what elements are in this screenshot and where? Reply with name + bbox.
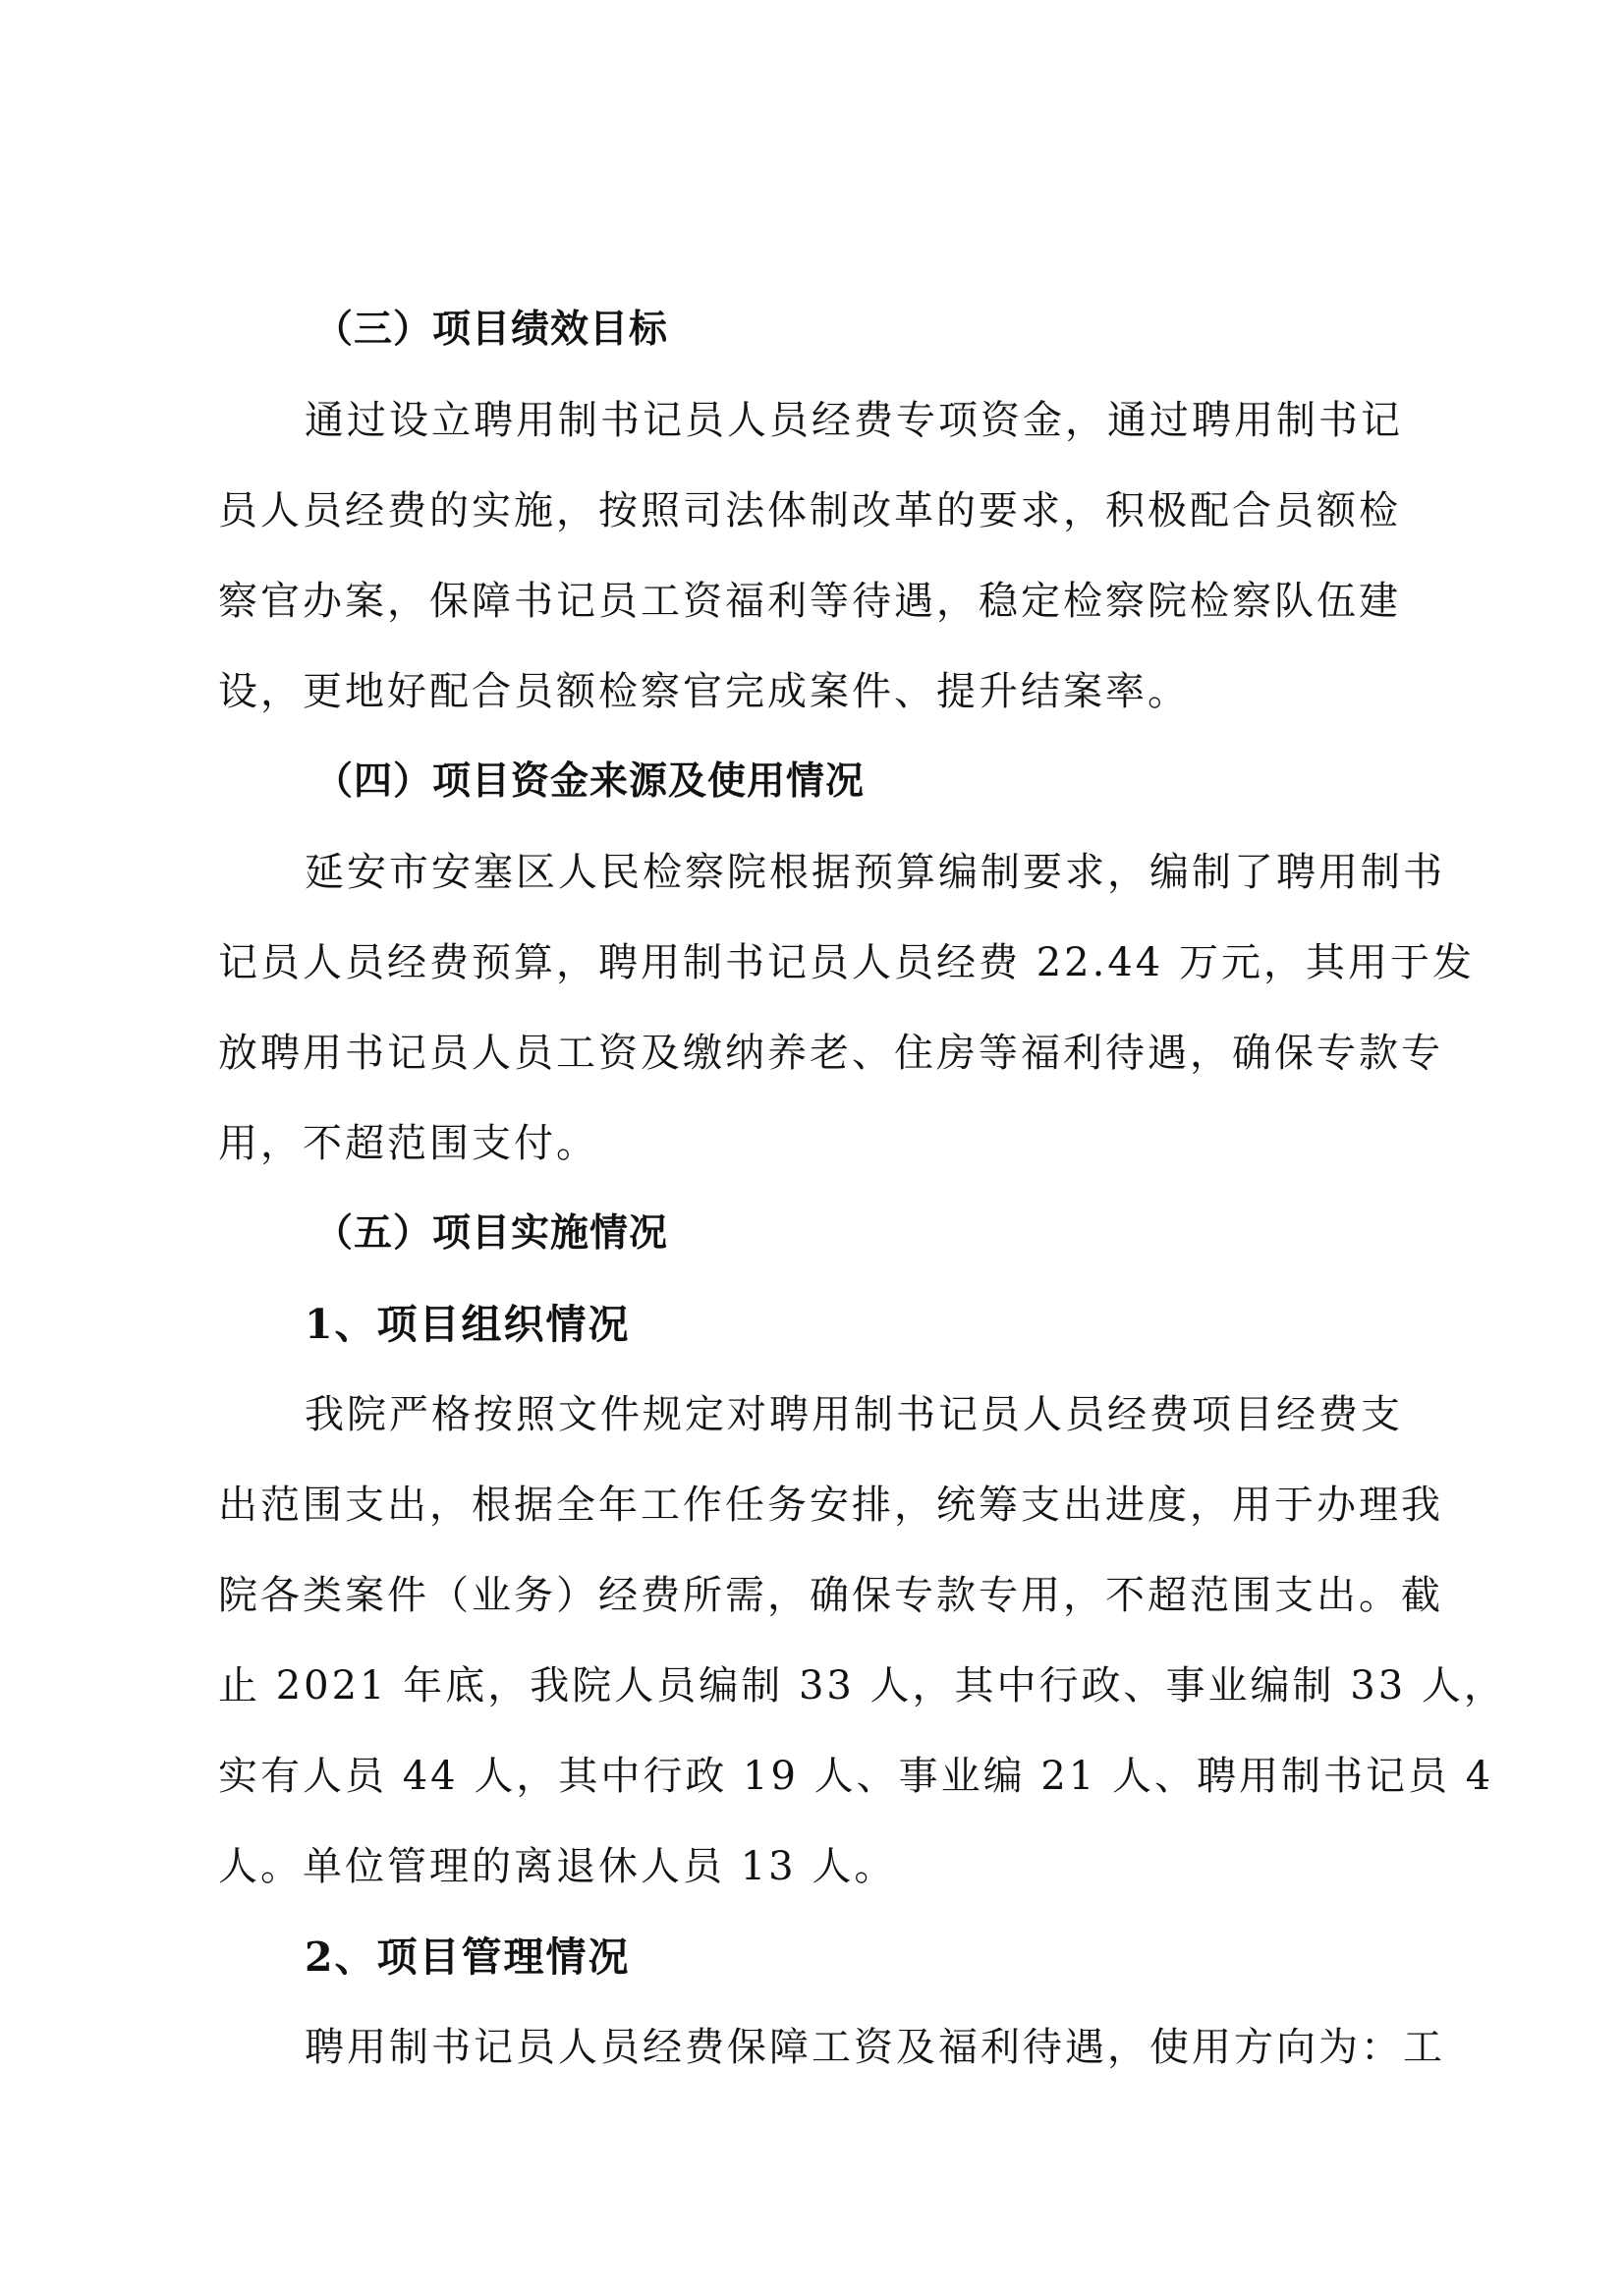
paragraph-line: 我院严格按照文件规定对聘用制书记员人员经费项目经费支 xyxy=(305,1392,1403,1437)
paragraph-management xyxy=(218,2002,1458,2093)
section-heading-implementation: （五）项目实施情况 xyxy=(314,1211,669,1256)
paragraph-line: 延安市安塞区人民检察院根据预算编制要求，编制了聘用制书 xyxy=(305,850,1445,895)
section-heading-fund-source: （四）项目资金来源及使用情况 xyxy=(314,759,866,804)
paragraph-line: 通过设立聘用制书记员人员经费专项资金，通过聘用制书记 xyxy=(305,398,1403,443)
paragraph-line: 人。单位管理的离退休人员 13 人。 xyxy=(218,1844,897,1889)
paragraph-performance-goals xyxy=(218,375,1458,737)
paragraph-line: 设，更地好配合员额检察官完成案件、提升结案率。 xyxy=(218,669,1190,714)
paragraph-line: 止 2021 年底，我院人员编制 33 人，其中行政、事业编制 33 人， xyxy=(218,1663,1506,1708)
paragraph-organization xyxy=(218,1370,1506,1912)
page-content xyxy=(218,285,1506,2093)
subsection-heading-organization: 1、项目组织情况 xyxy=(305,1301,631,1348)
paragraph-line: 聘用制书记员人员经费保障工资及福利待遇，使用方向为：工 xyxy=(305,2025,1445,2070)
subsection-heading-management: 2、项目管理情况 xyxy=(305,1933,631,1981)
paragraph-line: 记员人员经费预算，聘用制书记员人员经费 22.44 万元，其用于发 xyxy=(218,940,1475,985)
paragraph-fund-source xyxy=(218,827,1475,1189)
section-heading-performance-goals: （三）项目绩效目标 xyxy=(314,308,669,352)
paragraph-line: 放聘用书记员人员工资及缴纳养老、住房等福利待遇，确保专款专 xyxy=(218,1031,1443,1076)
paragraph-line: 院各类案件（业务）经费所需，确保专款专用，不超范围支出。截 xyxy=(218,1573,1443,1618)
paragraph-line: 出范围支出，根据全年工作任务安排，统筹支出进度，用于办理我 xyxy=(218,1483,1443,1528)
paragraph-line: 用，不超范围支付。 xyxy=(218,1121,598,1166)
paragraph-line: 实有人员 44 人，其中行政 19 人、事业编 21 人、聘用制书记员 4 xyxy=(218,1754,1494,1799)
paragraph-line: 察官办案，保障书记员工资福利等待遇，稳定检察院检察队伍建 xyxy=(218,579,1401,624)
paragraph-line: 员人员经费的实施，按照司法体制改革的要求，积极配合员额检 xyxy=(218,488,1401,533)
